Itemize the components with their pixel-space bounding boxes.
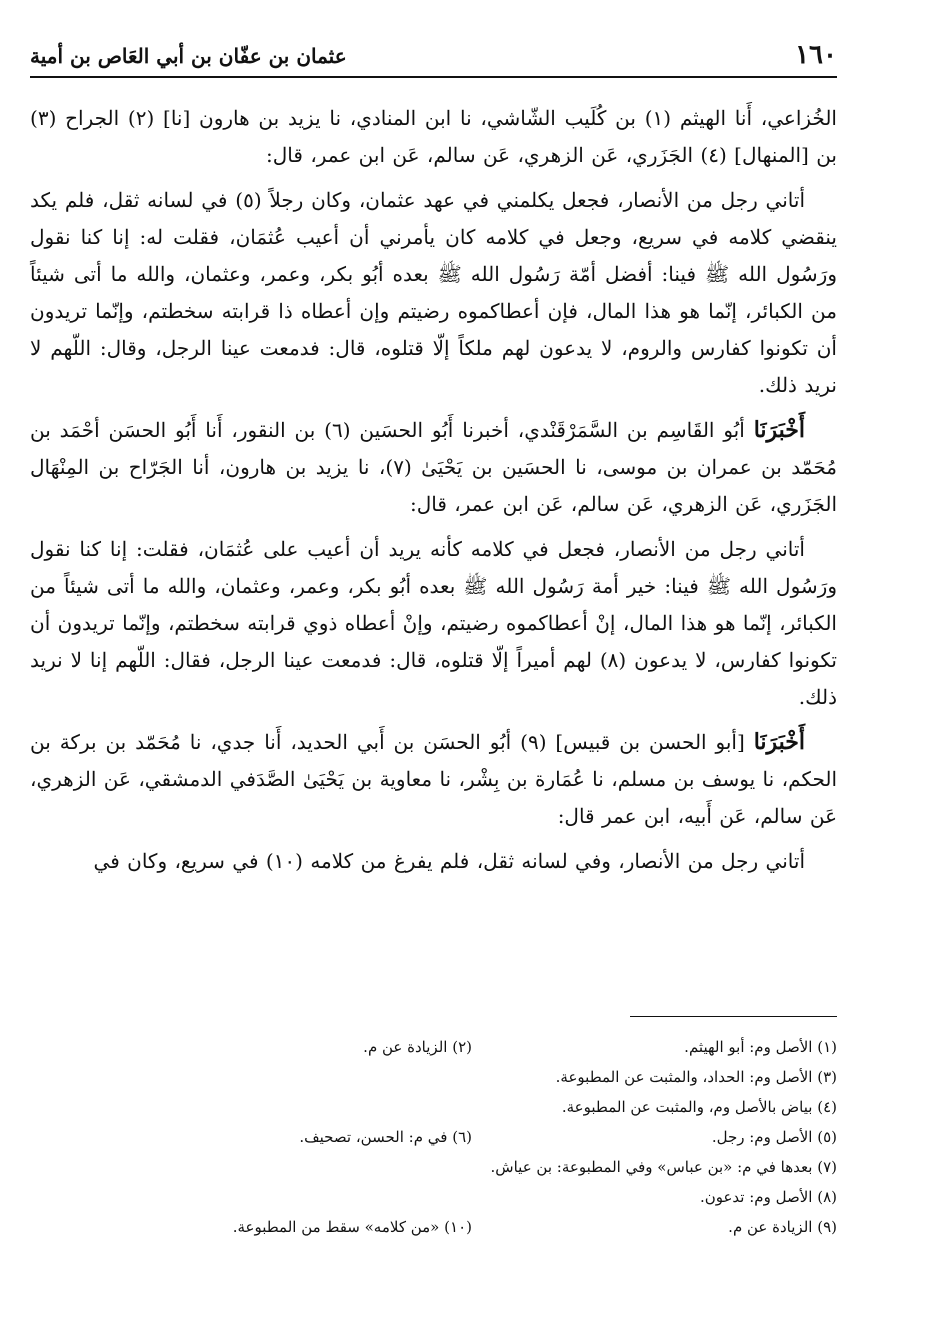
footnote-text: الأصل وم: تدعون. [699, 1188, 813, 1206]
footnote-text: في م: الحسن، تصحيف. [299, 1128, 448, 1146]
header-rule [30, 76, 837, 78]
footnote-row [200, 1038, 837, 1068]
paragraph-text: أبُو القَاسِم بن السَّمَرْقَنْدي، أخبرنا أَبُو الحسَين (٦) بن النقور، أَنا أَبُو الحسَن أحْمَد بن مُحَمّد بن عمران بن موسى، نا الحسَين بن يَحْيَىٰ (٧)، نا يزيد بن هارون، أنا الجَرّاح بن المِنْهَال الجَزَري، عَن الزهري، عَن سالم، عَن ابن عمر، قال: [30, 418, 837, 516]
paragraph [30, 412, 837, 523]
footnote-text: «من كلامه» سقط من المطبوعة. [232, 1218, 440, 1236]
footnote-text: الأصل وم: رجل. [711, 1128, 813, 1146]
running-title: عثمان بن عفّان بن أبي العَاص بن أمية [30, 44, 347, 68]
footnote-text: الزيادة عن م. [363, 1038, 448, 1056]
paragraph-lead-word: أَخْبَرَنَا [753, 417, 806, 443]
footnote-number: (٨) [817, 1188, 837, 1206]
footnote-text: الأصل وم: الحداد، والمثبت عن المطبوعة. [555, 1068, 813, 1086]
paragraph-text: أتاني رجل من الأنصار، وفي لسانه ثقل، فلم يفرغ من كلامه (١٠) في سريع، وكان في [93, 849, 805, 873]
footnote-number: (٧) [817, 1158, 837, 1176]
footnote-row [200, 1188, 837, 1218]
page-header [30, 36, 837, 76]
footnote-number: (٢) [452, 1038, 472, 1056]
footnote [728, 1218, 837, 1236]
footnote-number: (١) [817, 1038, 837, 1056]
footnote [556, 1068, 837, 1086]
paragraph-text: أتاني رجل من الأنصار، فجعل يكلمني في عهد عثمان، وكان رجلاً (٥) في لسانه ثقل، فلم يكد ينقضي كلامه في سريع، وجعل في كلامه كان يأمرني أن أعيب عُثمَان، فقلت له: إنا كنا نقول ورَسُول الله ﷺ فينا: أفضل أمّة رَسُول الله ﷺ بعده أبُو بكر، وعمر، وعثمان، والله ما أتى شيئاً من الكبائر، إنّما هو هذا المال، فإن أعطاكموه رضيتم وإن أعطاه ذا قرابته سخطتم، وإنّما تريدون أن تكونوا كفارس والروم، لا يدعون لهم ملكاً إلّا قتلوه، قال: فدمعت عينا الرجل، وقال: اللّهم لا نريد ذلك. [30, 188, 838, 397]
footnote-row [200, 1218, 837, 1248]
footnote-number: (١٠) [444, 1218, 472, 1236]
paragraph-lead-word: أَخْبَرَنَا [753, 729, 806, 755]
footnote-row [200, 1158, 837, 1188]
paragraph [30, 531, 837, 716]
footnote-text: بعدها في م: «بن عباس» وفي المطبوعة: بن عياش. [490, 1158, 813, 1176]
page-number: ١٦٠ [795, 40, 837, 70]
footnote [491, 1158, 837, 1176]
paragraph [30, 843, 837, 880]
footnote-row [200, 1128, 837, 1158]
main-text [30, 100, 837, 888]
paragraph [30, 182, 837, 404]
footnote-number: (٤) [817, 1098, 837, 1116]
footnote [299, 1128, 472, 1146]
footnote-row [200, 1098, 837, 1128]
footnote-number: (٩) [817, 1218, 837, 1236]
footnote-number: (٥) [817, 1128, 837, 1146]
paragraph-text: [أبو الحسن بن قبيس] (٩) أبُو الحسَن بن أَبي الحديد، أَنا جدي، نا مُحَمّد بن بركة بن الحكم، نا يوسف بن مسلم، نا عُمَارة بن بِشْر، نا معاوية بن يَحْيَىٰ الصَّدَفي الدمشقي، عَن الزهري، عَن سالم، عَن أَبيه، ابن عمر قال: [30, 730, 837, 828]
footnote [712, 1128, 837, 1146]
footnote-separator [630, 1016, 837, 1017]
footnote [363, 1038, 472, 1056]
paragraph-text: الخُزاعي، أَنا الهيثم (١) بن كُلَيب الشّاشي، نا ابن المنادي، نا يزيد بن هارون [نا] (٢) الجراح (٣) بن [المنهال] (٤) الجَزَري، عَن الزهري، عَن سالم، عَن ابن عمر، قال: [30, 106, 837, 167]
footnote-text: بياض بالأصل وم، والمثبت عن المطبوعة. [561, 1098, 813, 1116]
footnote-text: الأصل وم: أبو الهيثم. [684, 1038, 813, 1056]
footnote-number: (٦) [452, 1128, 472, 1146]
footnote [684, 1038, 837, 1056]
paragraph [30, 100, 837, 174]
footnote [233, 1218, 472, 1236]
footnote-number: (٣) [817, 1068, 837, 1086]
paragraph [30, 724, 837, 835]
footnote-text: الزيادة عن م. [728, 1218, 813, 1236]
paragraph-text: أتاني رجل من الأنصار، فجعل في كلامه كأنه يريد أن أعيب على عُثمَان، فقلت: إنا كنا نقول ورَسُول الله ﷺ فينا: خير أمة رَسُول الله ﷺ بعده أبُو بكر، وعمر، وعثمان، والله ما أتى شيئاً من الكبائر، إنّما هو هذا المال، إنْ أعطاكموه رضيتم، وإنْ أعطاه ذوي قرابته سخطتم، وإنّما تريدون أن تكونوا كفارس، لا يدعون (٨) لهم أميراً إلّا قتلوه، قال: فدمعت عينا الرجل، فقال: اللّهم إنا لا نريد ذلك. [30, 537, 837, 709]
footnote [562, 1098, 837, 1116]
footnote [700, 1188, 837, 1206]
footnote-row [200, 1068, 837, 1098]
footnotes [200, 1038, 837, 1248]
